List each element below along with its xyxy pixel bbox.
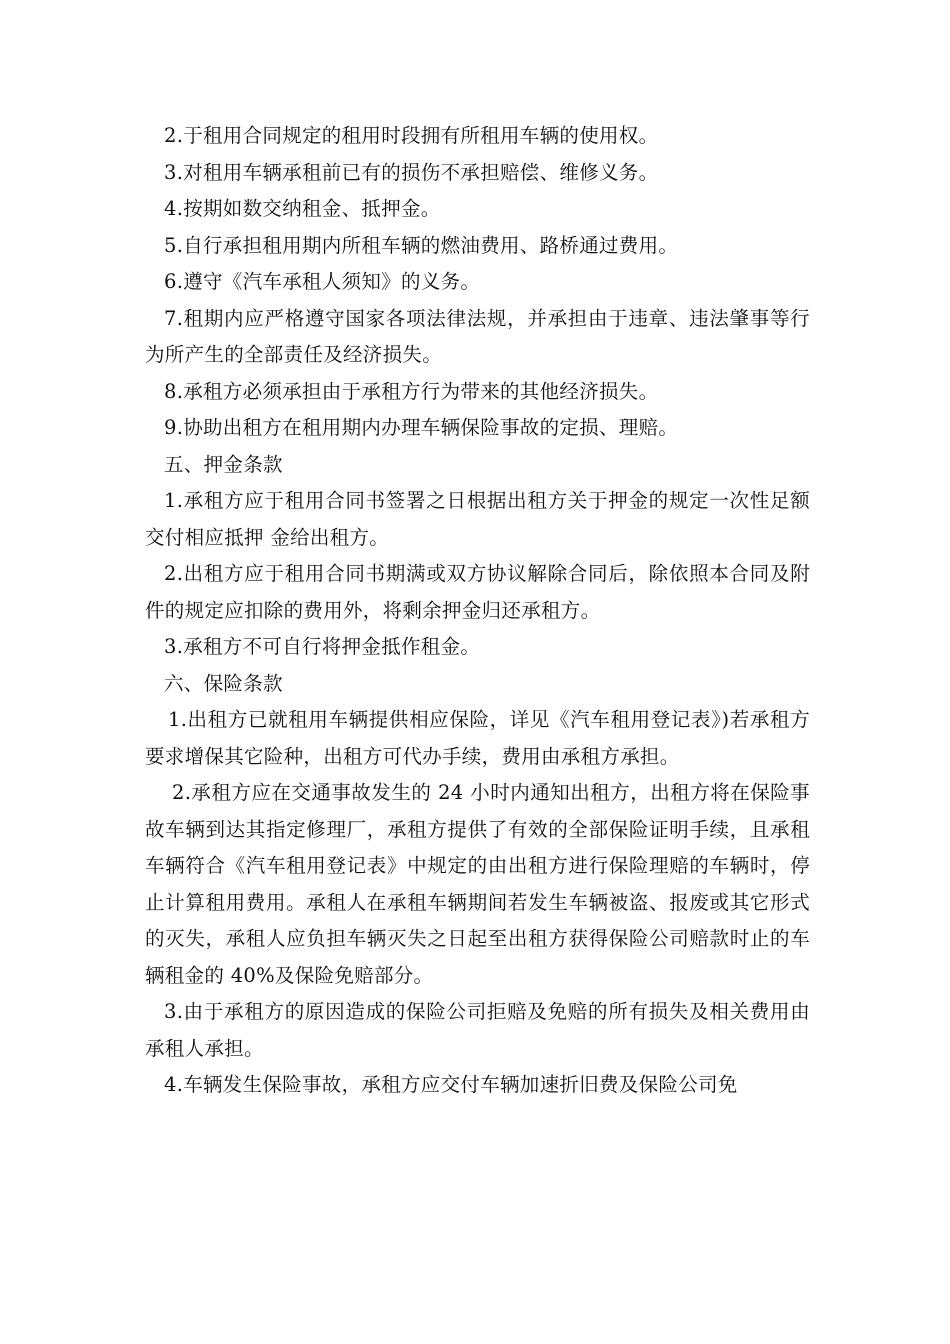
insurance-clause-4: 4.车辆发生保险事故，承租方应交付车辆加速折旧费及保险公司免 <box>164 1073 738 1096</box>
clause-7-laws: 7.租期内应严格遵守国家各项法律法规，并承担由于违章、违法肇事等行为所产生的全部责任及经济损失。 <box>145 306 810 366</box>
section-heading-deposit: 五、押金条款 <box>164 452 283 476</box>
clause-3-prior-damage: 3.对租用车辆承租前已有的损伤不承担赔偿、维修义务。 <box>164 160 659 184</box>
clause-9-insurance-assist: 9.协助出租方在租用期内办理车辆保险事故的定损、理赔。 <box>164 416 679 439</box>
deposit-clause-3: 3.承租方不可自行将押金抵作租金。 <box>164 635 481 658</box>
insurance-clause-3: 3.由于承租方的原因造成的保险公司拒赔及免赔的所有损失及相关费用由承租人承担。 <box>145 1000 810 1060</box>
document-body <box>145 118 810 1104</box>
insurance-clause-2: 2.承租方应在交通事故发生的 24 小时内通知出租方，出租方将在保险事故车辆到达其指定修理厂，承租方提供了有效的全部保险证明手续，且承租车辆符合《汽车租用登记表》中规定的由出租方进行保险理赔的车辆时，停止计算租用费用。承租人在承租车辆期间若发生车辆被盗、报废或其它形式的灭失，承租人应负担车辆灭失之日起至出租方获得保险公司赔款时止的车辆租金的 40%及保险免赔部分。 <box>145 781 810 987</box>
clause-4-payment: 4.按期如数交纳租金、抵押金。 <box>164 197 441 220</box>
clause-6-notice: 6.遵守《汽车承租人须知》的义务。 <box>164 270 481 293</box>
section-heading-insurance: 六、保险条款 <box>164 671 283 695</box>
clause-5-fuel-tolls: 5.自行承担租用期内所租车辆的燃油费用、路桥通过费用。 <box>164 233 679 257</box>
deposit-clause-2: 2.出租方应于租用合同书期满或双方协议解除合同后，除依照本合同及附件的规定应扣除的费用外，将剩余押金归还承租方。 <box>145 562 810 622</box>
clause-2-usage-right: 2.于租用合同规定的租用时段拥有所租用车辆的使用权。 <box>164 124 659 147</box>
deposit-clause-1: 1.承租方应于租用合同书签署之日根据出租方关于押金的规定一次性足额交付相应抵押 金给出租方。 <box>145 489 810 549</box>
insurance-clause-1: 1.出租方已就租用车辆提供相应保险，详见《汽车租用登记表》)若承租方要求增保其它险种，出租方可代办手续，费用由承租方承担。 <box>145 708 810 768</box>
clause-8-other-losses: 8.承租方必须承担由于承租方行为带来的其他经济损失。 <box>164 379 659 403</box>
